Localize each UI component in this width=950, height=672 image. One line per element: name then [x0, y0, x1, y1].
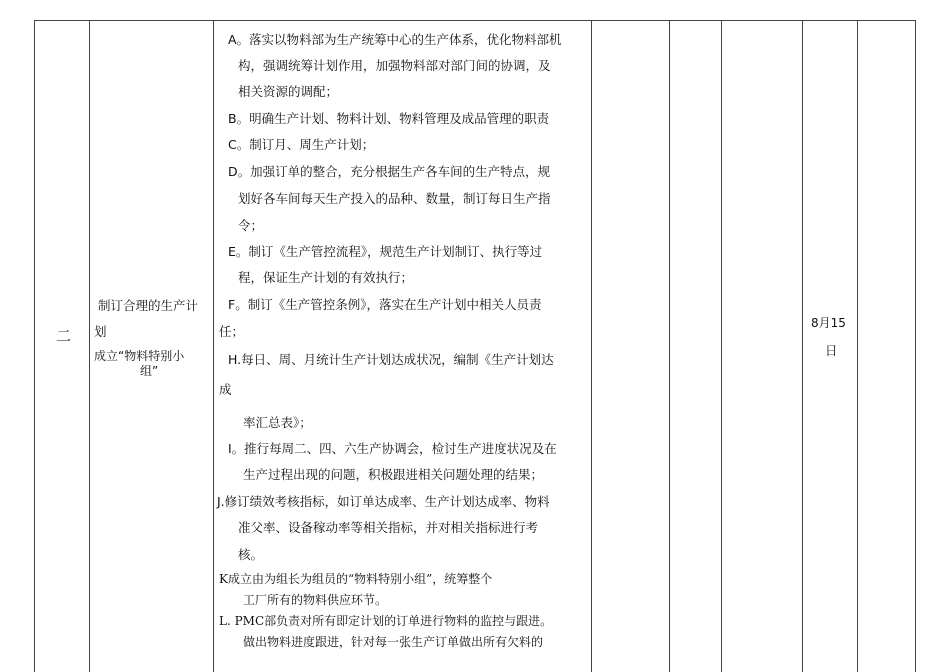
content-line: 任；	[219, 324, 245, 339]
row-number: 二	[56, 327, 72, 345]
content-line: 准父率、设备稼动率等相关指标，并对相关指标进行考	[238, 520, 539, 535]
content-line: 程，保证生产计划的有效执行；	[238, 270, 414, 285]
column-border	[591, 20, 592, 672]
column-border	[857, 20, 858, 672]
column-border	[802, 20, 803, 672]
due-date-continued: 日	[825, 343, 838, 358]
content-line: 率汇总表》；	[243, 415, 312, 430]
content-line: A。落实以物料部为生产统筹中心的生产体系，优化物料部机	[228, 32, 562, 47]
column-border	[89, 20, 90, 672]
content-line: 划好各车间每天生产投入的品种、数量，制订每日生产指	[238, 191, 551, 206]
content-line: 成	[219, 382, 232, 397]
task-subtitle: 成立“物料特别小	[94, 349, 185, 363]
content-line: 令；	[238, 218, 264, 233]
content-line: C。制订月、周生产计划；	[228, 137, 375, 152]
content-line: J.修订绩效考核指标，如订单达成率、生产计划达成率、物料	[217, 494, 550, 509]
column-border	[34, 20, 35, 672]
table-top-border	[34, 20, 916, 21]
content-line: D。加强订单的整合，充分根据生产各车间的生产特点，规	[228, 164, 551, 179]
content-line: B。明确生产计划、物料计划、物料管理及成品管理的职责	[228, 111, 550, 126]
content-line: 核。	[238, 547, 264, 562]
task-title: 制订合理的生产计	[98, 298, 199, 313]
column-border	[721, 20, 722, 672]
task-title-continued: 划	[94, 324, 107, 339]
content-line: 相关资源的调配；	[238, 84, 339, 99]
content-line: H.每日、周、月统计生产计划达成状况，编制《生产计划达	[228, 352, 554, 367]
column-border	[213, 20, 214, 672]
task-subtitle-continued: 组”	[140, 364, 159, 378]
content-line: I。推行每周二、四、六生产协调会，检讨生产进度状况及在	[228, 441, 557, 456]
content-line: K成立由为组长为组员的“物料特别小组”，统筹整个	[219, 572, 493, 586]
content-line: E。制订《生产管控流程》，规范生产计划制订、执行等过	[228, 244, 543, 259]
content-line: 工厂所有的物料供应环节。	[243, 593, 388, 607]
content-line: 做出物料进度跟进，针对每一张生产订单做出所有欠料的	[243, 635, 544, 649]
content-line: 生产过程出现的问题，积极跟进相关问题处理的结果；	[243, 467, 544, 482]
content-line: F。制订《生产管控条例》，落实在生产计划中相关人员责	[228, 297, 542, 312]
column-border	[915, 20, 916, 672]
content-line: L. PMC部负责对所有即定计划的订单进行物料的监控与跟进。	[219, 614, 553, 628]
column-border	[669, 20, 670, 672]
content-line: 构，强调统筹计划作用，加强物料部对部门间的协调，及	[238, 58, 551, 73]
due-date: 8月15	[811, 316, 846, 330]
